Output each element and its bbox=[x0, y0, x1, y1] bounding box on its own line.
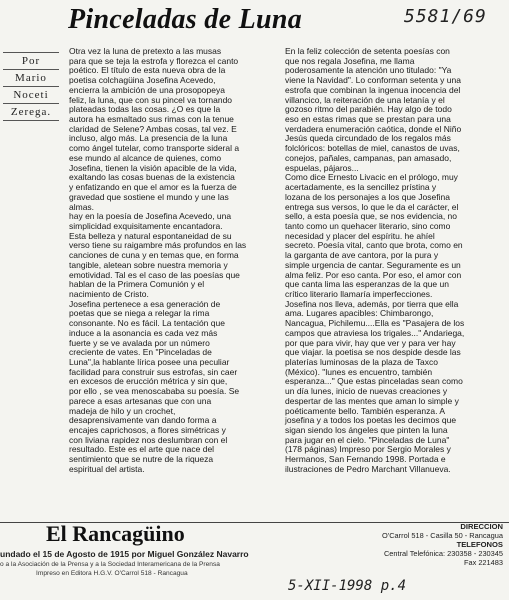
article-line: sello, a esta poesía que, se nos evidencia, no bbox=[285, 211, 458, 222]
article-line: gozoso ritmo del parabién. Hay algo de todo bbox=[285, 104, 452, 115]
article-line: un día lunes, inicio de nuevas creaciones y bbox=[285, 386, 448, 397]
article-line: parece a esas artesanas que con una bbox=[69, 395, 212, 406]
article-line: madeja de hilo y un crochet, bbox=[69, 405, 176, 416]
phones-label: TELEFONOS bbox=[456, 540, 503, 549]
article-line: consonante. No es fácil. La tentación que bbox=[69, 318, 225, 329]
article-line: platerías luminosas de la plaza de Taxco bbox=[285, 357, 438, 367]
contact-block bbox=[382, 522, 503, 567]
article-line: villancico, la reiteración de una letanía y el bbox=[285, 94, 445, 105]
article-line: desaprensivamente van dando forma a bbox=[69, 415, 217, 426]
article-line: autora ha esmaltado sus rimas con la tenue bbox=[69, 114, 234, 125]
byline-line: Mario bbox=[3, 69, 59, 86]
article-line: sentimiento que se nutre de la riqueza bbox=[69, 454, 214, 465]
article-line: claridad de Selene? Ambas cosas, tal vez. E bbox=[69, 123, 237, 134]
press-affiliation: o a la Asociación de la Prensa y a la Sociedad Interamericana de la Prensa bbox=[0, 561, 220, 568]
article-line: En la feliz colección de setenta poesías con bbox=[285, 46, 450, 56]
article-line: almas. bbox=[69, 201, 95, 212]
article-line: alma feliz. Por eso canta. Por eso, el amor con bbox=[285, 269, 462, 280]
article-line: como ángel tutelar, como transporte sideral a bbox=[69, 143, 240, 154]
article-line: folclóricos: botellas de miel, canastos de uvas, bbox=[285, 143, 460, 154]
article-line: crítico literario llamaría imperfecciones. bbox=[285, 288, 433, 299]
byline-line: Zerega. bbox=[3, 103, 59, 121]
article-line: Otra vez la luna de pretexto a las musas bbox=[69, 46, 222, 56]
article-line: la garganta de ave cantora, por la pura y bbox=[285, 250, 439, 261]
article-line: campos que atraviesa los trigales..." Andariega, bbox=[285, 327, 465, 338]
article-title: Pinceladas de Luna bbox=[68, 4, 303, 35]
article-line: simple urgencia de cantar. Seguramente es un bbox=[285, 259, 461, 270]
article-line: por que para vivir, hay que ver y para ver hay bbox=[285, 337, 456, 348]
direction-label: DIRECCION bbox=[460, 522, 503, 531]
article-line: despertar de las mentes que aman lo simple y bbox=[285, 395, 459, 406]
article-line: gravedad que sostiene el mundo y une las bbox=[69, 191, 229, 202]
article-line: verso tiene su raigambre más profundos en las bbox=[69, 240, 247, 251]
article-line: Josefina nos lleva, además, por tierra que ella bbox=[285, 298, 459, 309]
article-line: en excesos de erucción métrica y sin que, bbox=[69, 376, 228, 387]
article-line: poéticamente bello. También esperanza. A bbox=[285, 405, 446, 416]
article-line: acertadamente, es la sencillez prístina y bbox=[285, 182, 437, 193]
article-line: hablan de la Primera Comunión y el bbox=[69, 279, 205, 290]
article-line: Nancagua, Pichilemu....Ella es "Pasajera de los bbox=[285, 318, 465, 329]
article-line: viene la Navidad". Lo conforman setenta y una bbox=[285, 75, 461, 86]
article-line: Como dice Ernesto Livacic en el prólogo, muy bbox=[285, 172, 458, 183]
article-line: que canta lima las esperanzas de la que un bbox=[285, 279, 449, 290]
article-line: para que se teja la estrofa y florezca el canto bbox=[69, 55, 239, 66]
article-line: incluso, algo más. La presencia de la luna bbox=[69, 133, 228, 144]
handwritten-reference-number: 5581/69 bbox=[404, 6, 487, 27]
article-line: poético. El título de esta nueva obra de la bbox=[69, 65, 226, 76]
direction-value: O'Carrol 518 - Casilla 50 - Rancagua bbox=[382, 531, 503, 540]
article-line: (México). "lunes es encuentro, también bbox=[285, 366, 433, 377]
phones-value: Central Telefónica: 230358 - 230345 bbox=[383, 549, 503, 558]
article-line: que viajar. la poetisa se nos despide desde las bbox=[285, 347, 461, 358]
article-line: ama. Lugares apacibles: Chimbarongo, bbox=[285, 308, 434, 319]
article-line: estrofa que combinan la ingenua inocencia del bbox=[285, 84, 461, 95]
handwritten-date: 5-XII-1998 p.4 bbox=[288, 578, 407, 594]
article-line: sigan siendo los ángeles que pinten la luna bbox=[285, 425, 448, 436]
newspaper-masthead: El Rancagüino bbox=[46, 521, 185, 546]
article-line: conejos, pañales, campanas, pan amasado, bbox=[285, 152, 452, 163]
article-line: josefina y a todos los poetas les decimos que bbox=[285, 415, 457, 426]
article-line: canciones de cuna y en temas que, en forma bbox=[69, 250, 239, 261]
article-line: tanto como un quehacer literario, sino como bbox=[285, 220, 451, 231]
article-line: necesidad y placer del espíritu. he ahíel bbox=[285, 230, 435, 241]
article-line: esperanza..." Que estas pinceladas sean como bbox=[285, 376, 463, 387]
article-line: simplicidad exquisitamente encantadora. bbox=[69, 220, 223, 231]
article-line: hay en la poesía de Josefina Acevedo, una bbox=[69, 211, 232, 222]
article-line: encajes caprichosos, a flores simétricas y bbox=[69, 425, 226, 436]
byline-line: Noceti bbox=[3, 86, 59, 103]
founding-note: undado el 15 de Agosto de 1915 por Miguel González Navarro bbox=[0, 549, 249, 559]
article-line: entrega sus versos, lo que le da el carácter, el bbox=[285, 201, 459, 212]
article-line: feliz, la luna, que con su pincel va tornando bbox=[69, 94, 233, 105]
article-line: espiritual del artista. bbox=[69, 463, 145, 474]
article-line: secreto. Poesía vital, canto que brota, como en bbox=[285, 240, 463, 251]
article-line: que nos regala Josefina, me llama bbox=[285, 55, 415, 66]
article-line: Josefina pertenece a esa generación de bbox=[69, 298, 221, 309]
article-line: poetas que se niega a relegar la rima bbox=[69, 308, 210, 319]
article-line: tangible, aletean sobre nuestra memoria y bbox=[69, 259, 228, 270]
article-line: Josefina, tienen la visión apacible de la vida, bbox=[69, 162, 237, 173]
article-line: exaltando las cosas buenas de la existencia bbox=[69, 172, 235, 183]
article-line: Luna",la hablante lírica posee una peculiar bbox=[69, 357, 230, 367]
article-line: ilustraciones de Pedro Marchant Villanueva. bbox=[285, 463, 451, 474]
article-line: plateadas todas las cosas. ¿O es que la bbox=[69, 104, 221, 115]
article-line: verdadera enumeración caótica, donde el Niño bbox=[285, 123, 462, 134]
article-line: espuelas, pájaros... bbox=[285, 162, 359, 173]
article-line: nacimiento de Cristo. bbox=[69, 288, 149, 299]
article-line: ese mundo al alcance de quienes, como bbox=[69, 152, 222, 163]
article-line: lozana de los personajes a los que Josefina bbox=[285, 191, 450, 202]
article-column-2 bbox=[285, 47, 503, 475]
author-byline bbox=[3, 52, 59, 121]
article-column-1 bbox=[69, 47, 277, 475]
article-line: creciente de vates. En "Pinceladas de bbox=[69, 347, 212, 358]
article-line: y enfatizando en que el amor es la fuerza de bbox=[69, 182, 237, 193]
article-line: por ello , se vea menoscababa su poesía. Se bbox=[69, 386, 240, 397]
byline-line: Por bbox=[3, 52, 59, 69]
article-line: Jesús queda circundado de los regalos más bbox=[285, 133, 451, 144]
article-line: eso en estas rimas que se prestan para una bbox=[285, 114, 451, 125]
article-line: resultado. Este es el arte que nace del bbox=[69, 444, 215, 455]
article-line: poderosamente la atención uno titulado: "Ya bbox=[285, 65, 452, 76]
article-line: induce a la asonancia es cada vez más bbox=[69, 327, 218, 338]
article-line: emotividad. Tal es el caso de las poesías que bbox=[69, 269, 240, 280]
article-line: fuerte y se ve avalada por un número bbox=[69, 337, 210, 348]
article-line: Esta belleza y natural espontaneidad de su bbox=[69, 230, 232, 241]
article-line: (178 páginas) Impreso por Sergio Morales y bbox=[285, 444, 451, 455]
article-line: poetisa colchagüina Josefina Acevedo, bbox=[69, 75, 216, 86]
article-line: facilidad para construir sus estrofas, sin caer bbox=[69, 366, 238, 377]
article-line: para jugar en el cielo. "Pinceladas de Luna" bbox=[285, 434, 450, 445]
article-line: con liviana rapidez nos deslumbran con el bbox=[69, 434, 228, 445]
article-line: Hermanos, San Fernando 1998. Portada e bbox=[285, 454, 446, 465]
printing-note: Impreso en Editora H.G.V. O'Carrol 518 - Rancagua bbox=[36, 570, 188, 577]
article-line: encierra la ambición de una prosopopeya bbox=[69, 84, 225, 95]
fax-value: Fax 221483 bbox=[463, 558, 503, 567]
